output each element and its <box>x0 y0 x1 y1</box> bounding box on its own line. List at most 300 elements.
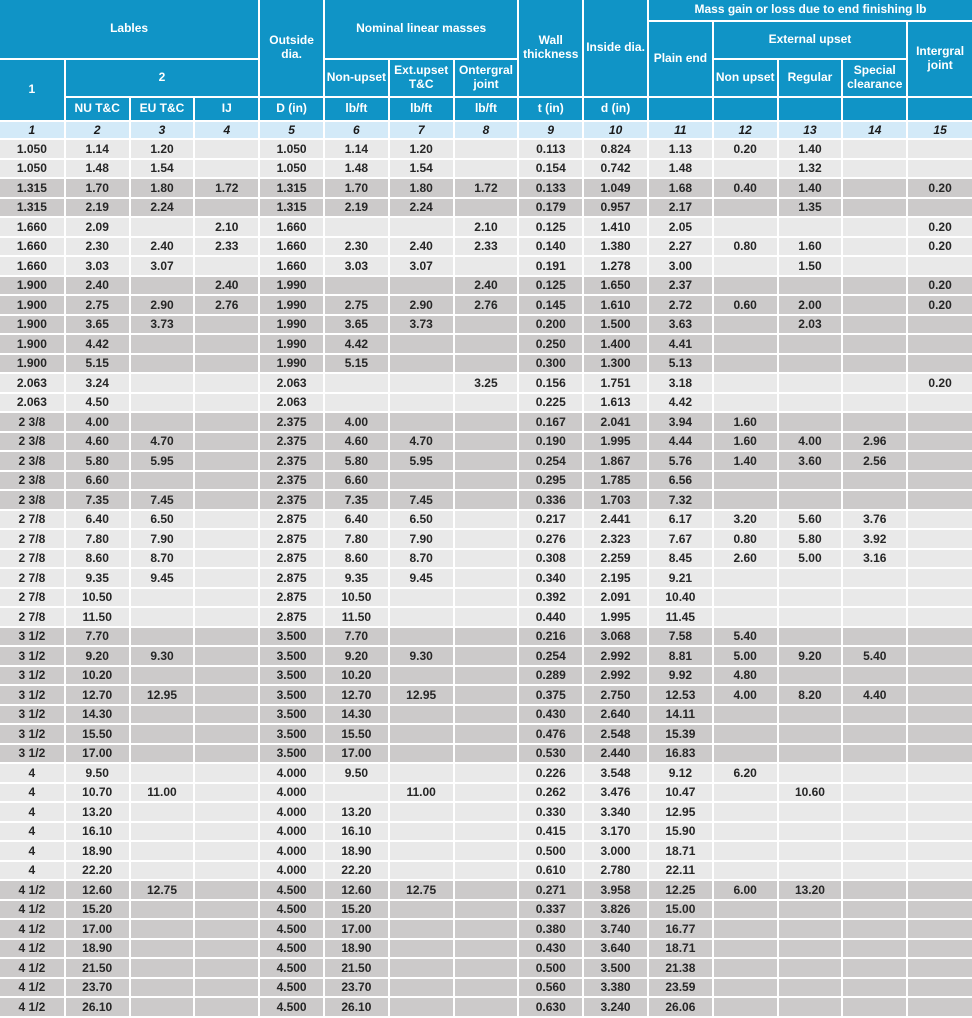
table-cell: 3.65 <box>65 315 130 335</box>
column-number-row <box>0 121 972 139</box>
table-cell: 0.415 <box>518 822 583 842</box>
table-cell: 12.95 <box>648 802 713 822</box>
column-number: 6 <box>324 121 389 139</box>
table-cell <box>778 939 843 959</box>
table-cell <box>389 705 454 725</box>
table-cell: 1.900 <box>0 295 65 315</box>
table-cell <box>130 666 195 686</box>
table-cell <box>713 939 778 959</box>
table-cell <box>454 783 519 803</box>
table-cell: 18.90 <box>65 841 130 861</box>
table-cell <box>713 997 778 1016</box>
table-cell <box>907 841 972 861</box>
table-cell: 0.80 <box>713 237 778 257</box>
table-cell: 5.00 <box>778 549 843 569</box>
header-plain-end: Plain end <box>648 21 713 97</box>
table-cell: 21.50 <box>324 958 389 978</box>
table-cell <box>194 939 259 959</box>
table-cell <box>778 412 843 432</box>
table-cell <box>130 958 195 978</box>
table-cell: 3.25 <box>454 373 519 393</box>
table-cell <box>389 919 454 939</box>
table-cell: 4.000 <box>259 783 324 803</box>
table-cell: 1.300 <box>583 354 648 374</box>
table-row <box>0 841 972 861</box>
table-cell <box>194 451 259 471</box>
table-row <box>0 939 972 959</box>
table-cell: 8.70 <box>389 549 454 569</box>
table-cell: 4.42 <box>65 334 130 354</box>
column-number: 12 <box>713 121 778 139</box>
table-cell: 7.67 <box>648 529 713 549</box>
table-cell <box>389 958 454 978</box>
table-cell <box>842 783 907 803</box>
table-cell: 23.70 <box>324 978 389 998</box>
table-cell: 1.660 <box>0 237 65 257</box>
table-cell <box>389 997 454 1016</box>
table-cell <box>778 471 843 491</box>
table-cell <box>454 666 519 686</box>
table-cell: 6.20 <box>713 763 778 783</box>
table-cell: 2.00 <box>778 295 843 315</box>
header-d-small-in: d (in) <box>583 97 648 121</box>
table-cell <box>130 900 195 920</box>
table-cell <box>194 919 259 939</box>
table-cell: 12.60 <box>324 880 389 900</box>
table-cell <box>194 139 259 159</box>
table-cell: 8.45 <box>648 549 713 569</box>
table-cell <box>194 685 259 705</box>
table-cell: 3.640 <box>583 939 648 959</box>
table-cell <box>389 978 454 998</box>
table-cell <box>194 490 259 510</box>
table-cell <box>389 393 454 413</box>
table-cell: 17.00 <box>65 744 130 764</box>
table-cell: 0.476 <box>518 724 583 744</box>
table-cell: 2.041 <box>583 412 648 432</box>
table-cell: 2.063 <box>259 393 324 413</box>
table-cell: 0.125 <box>518 217 583 237</box>
table-cell: 2.40 <box>65 276 130 296</box>
table-cell: 0.430 <box>518 705 583 725</box>
table-cell: 4 <box>0 783 65 803</box>
table-cell: 1.20 <box>389 139 454 159</box>
table-cell <box>842 471 907 491</box>
table-cell: 2.96 <box>842 432 907 452</box>
table-row <box>0 393 972 413</box>
table-cell <box>778 354 843 374</box>
table-cell <box>454 588 519 608</box>
table-cell: 2.90 <box>389 295 454 315</box>
table-cell <box>194 822 259 842</box>
table-cell <box>713 841 778 861</box>
table-cell <box>389 861 454 881</box>
table-cell <box>842 393 907 413</box>
table-cell: 26.10 <box>324 997 389 1016</box>
table-cell <box>454 490 519 510</box>
table-cell: 10.50 <box>324 588 389 608</box>
table-cell: 1.785 <box>583 471 648 491</box>
table-cell <box>194 159 259 179</box>
table-row <box>0 705 972 725</box>
table-cell: 16.77 <box>648 919 713 939</box>
table-cell: 4 1/2 <box>0 880 65 900</box>
table-cell: 8.60 <box>65 549 130 569</box>
table-cell: 8.20 <box>778 685 843 705</box>
table-cell <box>130 841 195 861</box>
table-row <box>0 529 972 549</box>
table-cell: 3 1/2 <box>0 627 65 647</box>
table-cell <box>454 198 519 218</box>
table-row <box>0 666 972 686</box>
table-cell: 2.875 <box>259 549 324 569</box>
table-cell: 4.70 <box>130 432 195 452</box>
table-cell: 1.610 <box>583 295 648 315</box>
table-cell: 2.875 <box>259 588 324 608</box>
table-cell: 3.240 <box>583 997 648 1016</box>
table-cell: 2.40 <box>194 276 259 296</box>
table-cell: 1.50 <box>778 256 843 276</box>
table-cell: 0.156 <box>518 373 583 393</box>
table-cell <box>713 724 778 744</box>
table-cell: 5.60 <box>778 510 843 530</box>
table-cell: 1.60 <box>778 237 843 257</box>
table-cell <box>713 256 778 276</box>
table-cell: 2.09 <box>65 217 130 237</box>
table-cell: 0.295 <box>518 471 583 491</box>
table-cell: 5.95 <box>389 451 454 471</box>
table-cell: 4.60 <box>324 432 389 452</box>
table-cell: 1.20 <box>130 139 195 159</box>
table-cell: 0.254 <box>518 646 583 666</box>
table-cell <box>194 958 259 978</box>
table-cell: 4.000 <box>259 841 324 861</box>
table-cell: 12.70 <box>65 685 130 705</box>
table-cell: 17.00 <box>324 919 389 939</box>
column-number: 5 <box>259 121 324 139</box>
table-cell <box>778 334 843 354</box>
table-cell: 2.75 <box>324 295 389 315</box>
table-cell <box>778 666 843 686</box>
table-cell: 9.45 <box>389 568 454 588</box>
table-cell: 1.050 <box>0 139 65 159</box>
table-cell <box>194 412 259 432</box>
table-cell <box>194 432 259 452</box>
table-cell: 2.875 <box>259 529 324 549</box>
table-cell: 1.751 <box>583 373 648 393</box>
table-cell: 15.20 <box>324 900 389 920</box>
table-cell <box>778 978 843 998</box>
table-cell: 10.20 <box>65 666 130 686</box>
table-cell: 5.80 <box>778 529 843 549</box>
table-cell <box>130 412 195 432</box>
table-cell <box>454 451 519 471</box>
table-cell <box>907 354 972 374</box>
table-cell: 4.500 <box>259 978 324 998</box>
table-cell: 6.40 <box>324 510 389 530</box>
table-cell: 6.60 <box>65 471 130 491</box>
table-cell <box>194 802 259 822</box>
table-cell: 3.500 <box>259 666 324 686</box>
table-cell: 2.19 <box>65 198 130 218</box>
table-cell <box>454 159 519 179</box>
table-cell: 18.90 <box>324 841 389 861</box>
table-body <box>0 121 972 1016</box>
table-cell: 2.375 <box>259 490 324 510</box>
table-cell: 7.70 <box>324 627 389 647</box>
table-cell: 3 1/2 <box>0 744 65 764</box>
header-col-2: 2 <box>65 59 259 97</box>
table-cell <box>389 802 454 822</box>
table-cell: 2 3/8 <box>0 432 65 452</box>
table-cell <box>713 373 778 393</box>
table-cell: 5.95 <box>130 451 195 471</box>
table-cell: 3.16 <box>842 549 907 569</box>
table-cell <box>454 256 519 276</box>
table-cell: 11.00 <box>130 783 195 803</box>
table-cell <box>842 256 907 276</box>
table-cell: 0.560 <box>518 978 583 998</box>
table-cell <box>389 607 454 627</box>
table-cell: 5.76 <box>648 451 713 471</box>
column-number: 1 <box>0 121 65 139</box>
table-cell: 7.80 <box>65 529 130 549</box>
table-cell: 0.254 <box>518 451 583 471</box>
table-cell: 2.375 <box>259 451 324 471</box>
table-cell: 4 1/2 <box>0 939 65 959</box>
table-cell: 5.15 <box>324 354 389 374</box>
table-cell: 17.00 <box>324 744 389 764</box>
table-cell <box>842 178 907 198</box>
table-cell: 2.72 <box>648 295 713 315</box>
table-cell: 0.20 <box>907 276 972 296</box>
table-cell: 1.68 <box>648 178 713 198</box>
table-cell: 2.60 <box>713 549 778 569</box>
table-cell: 2 3/8 <box>0 412 65 432</box>
table-cell: 0.380 <box>518 919 583 939</box>
table-cell: 16.10 <box>324 822 389 842</box>
table-cell: 4.500 <box>259 900 324 920</box>
table-cell: 0.140 <box>518 237 583 257</box>
table-cell <box>130 627 195 647</box>
table-cell: 2.40 <box>454 276 519 296</box>
table-cell: 2.750 <box>583 685 648 705</box>
table-cell <box>842 802 907 822</box>
table-cell <box>842 822 907 842</box>
table-row <box>0 139 972 159</box>
table-cell: 1.900 <box>0 354 65 374</box>
table-row <box>0 724 972 744</box>
table-cell <box>389 627 454 647</box>
table-cell <box>194 646 259 666</box>
table-cell <box>842 198 907 218</box>
table-cell: 1.990 <box>259 334 324 354</box>
table-cell: 4.000 <box>259 763 324 783</box>
table-cell <box>713 802 778 822</box>
table-cell: 0.145 <box>518 295 583 315</box>
table-cell <box>454 880 519 900</box>
table-cell <box>778 841 843 861</box>
table-cell <box>842 705 907 725</box>
table-cell: 1.80 <box>130 178 195 198</box>
table-cell <box>194 588 259 608</box>
table-cell: 9.35 <box>324 568 389 588</box>
table-cell <box>907 627 972 647</box>
table-cell <box>194 510 259 530</box>
table-cell: 4 1/2 <box>0 958 65 978</box>
table-cell: 1.049 <box>583 178 648 198</box>
table-cell <box>713 334 778 354</box>
table-cell: 2.992 <box>583 646 648 666</box>
table-cell: 1.315 <box>0 198 65 218</box>
table-cell <box>194 744 259 764</box>
table-cell <box>194 763 259 783</box>
header-nominal-linear-masses: Nominal linear masses <box>324 0 518 59</box>
header-inside-dia: Inside dia. <box>583 0 648 97</box>
table-row <box>0 763 972 783</box>
table-cell: 1.990 <box>259 295 324 315</box>
table-cell <box>389 822 454 842</box>
table-cell: 1.35 <box>778 198 843 218</box>
table-cell: 4.500 <box>259 939 324 959</box>
table-cell: 1.60 <box>713 432 778 452</box>
table-row <box>0 646 972 666</box>
table-cell <box>454 822 519 842</box>
table-cell: 9.50 <box>324 763 389 783</box>
table-cell <box>713 198 778 218</box>
table-cell <box>907 880 972 900</box>
table-cell <box>130 763 195 783</box>
table-cell <box>130 919 195 939</box>
table-cell: 0.225 <box>518 393 583 413</box>
table-row <box>0 900 972 920</box>
table-cell: 2.780 <box>583 861 648 881</box>
table-cell: 2.10 <box>454 217 519 237</box>
table-cell <box>907 822 972 842</box>
table-cell <box>454 529 519 549</box>
table-cell: 8.60 <box>324 549 389 569</box>
table-cell: 7.35 <box>65 490 130 510</box>
table-cell: 12.75 <box>389 880 454 900</box>
table-cell: 15.00 <box>648 900 713 920</box>
header-eu-regular-unit <box>778 97 843 121</box>
table-cell <box>842 217 907 237</box>
table-cell: 2.375 <box>259 471 324 491</box>
table-row <box>0 978 972 998</box>
table-cell: 15.50 <box>324 724 389 744</box>
table-cell: 3.170 <box>583 822 648 842</box>
table-cell <box>778 802 843 822</box>
table-cell <box>842 919 907 939</box>
table-cell: 3.20 <box>713 510 778 530</box>
table-cell: 4 1/2 <box>0 997 65 1016</box>
table-cell: 3.92 <box>842 529 907 549</box>
table-cell: 0.375 <box>518 685 583 705</box>
table-cell <box>389 334 454 354</box>
table-cell: 4.80 <box>713 666 778 686</box>
table-cell <box>389 471 454 491</box>
table-cell: 6.60 <box>324 471 389 491</box>
table-cell: 2 7/8 <box>0 529 65 549</box>
table-cell: 5.00 <box>713 646 778 666</box>
table-cell: 4 <box>0 861 65 881</box>
table-cell <box>778 822 843 842</box>
table-cell <box>842 276 907 296</box>
table-cell: 11.00 <box>389 783 454 803</box>
table-cell: 12.70 <box>324 685 389 705</box>
table-cell <box>194 627 259 647</box>
table-cell <box>713 471 778 491</box>
table-cell <box>454 315 519 335</box>
table-cell: 2.548 <box>583 724 648 744</box>
table-cell: 2.375 <box>259 432 324 452</box>
table-cell <box>130 744 195 764</box>
table-cell <box>389 841 454 861</box>
table-cell: 1.14 <box>65 139 130 159</box>
table-cell: 14.30 <box>65 705 130 725</box>
table-cell <box>778 705 843 725</box>
table-cell: 0.60 <box>713 295 778 315</box>
table-cell: 0.430 <box>518 939 583 959</box>
column-number: 7 <box>389 121 454 139</box>
table-cell: 2.75 <box>65 295 130 315</box>
table-cell <box>778 217 843 237</box>
table-cell: 9.92 <box>648 666 713 686</box>
table-cell <box>907 744 972 764</box>
table-cell: 0.500 <box>518 841 583 861</box>
column-number: 2 <box>65 121 130 139</box>
table-cell: 1.900 <box>0 276 65 296</box>
table-cell: 12.95 <box>389 685 454 705</box>
table-cell <box>778 861 843 881</box>
table-cell <box>713 861 778 881</box>
table-cell: 22.20 <box>324 861 389 881</box>
table-cell <box>713 276 778 296</box>
table-cell: 7.70 <box>65 627 130 647</box>
table-cell <box>194 471 259 491</box>
table-row <box>0 861 972 881</box>
table-cell <box>907 666 972 686</box>
table-cell: 0.20 <box>713 139 778 159</box>
table-cell: 0.200 <box>518 315 583 335</box>
table-cell: 1.48 <box>648 159 713 179</box>
table-cell <box>907 900 972 920</box>
table-cell: 1.40 <box>778 178 843 198</box>
table-cell: 12.75 <box>130 880 195 900</box>
table-cell <box>713 900 778 920</box>
table-cell: 0.630 <box>518 997 583 1016</box>
table-row <box>0 198 972 218</box>
table-cell: 3.068 <box>583 627 648 647</box>
table-cell <box>713 393 778 413</box>
table-cell: 4.000 <box>259 822 324 842</box>
table-cell: 0.742 <box>583 159 648 179</box>
table-cell <box>907 568 972 588</box>
table-cell <box>713 958 778 978</box>
table-cell: 10.70 <box>65 783 130 803</box>
table-cell: 2.30 <box>65 237 130 257</box>
table-cell: 3.500 <box>583 958 648 978</box>
table-cell: 0.113 <box>518 139 583 159</box>
table-row <box>0 237 972 257</box>
table-cell: 1.500 <box>583 315 648 335</box>
table-cell <box>454 685 519 705</box>
table-cell <box>454 549 519 569</box>
table-cell <box>907 939 972 959</box>
column-number: 8 <box>454 121 519 139</box>
table-cell: 0.40 <box>713 178 778 198</box>
table-cell: 11.50 <box>65 607 130 627</box>
